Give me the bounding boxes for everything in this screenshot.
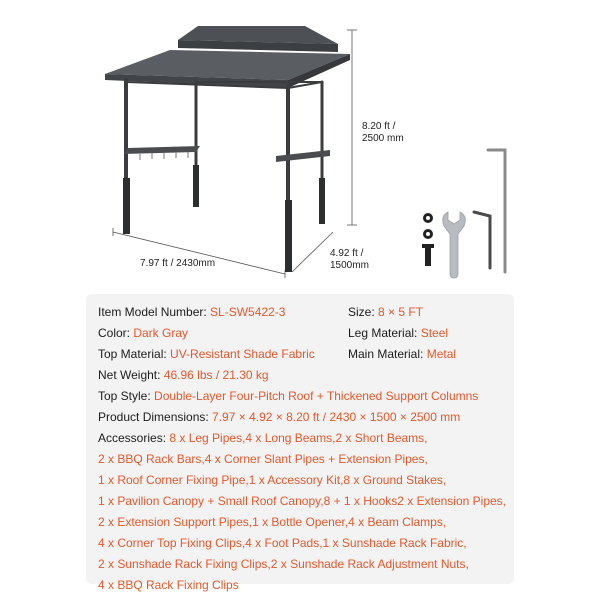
gazebo-illustration bbox=[0, 0, 600, 290]
top-style-row bbox=[98, 389, 478, 403]
top-material-row bbox=[98, 347, 315, 361]
height-mm: 2500 mm bbox=[362, 133, 404, 144]
accessories-line: 1 x Pavilion Canopy + Small Roof Canopy,8 + 1 x Hooks2 x Extension Pipes, bbox=[98, 494, 506, 508]
width-dimension-label: 7.97 ft / 2430mm bbox=[140, 258, 216, 269]
accessories-line: 1 x Roof Corner Fixing Pipe,1 x Accessory Kit,8 x Ground Stakes, bbox=[98, 473, 447, 487]
color-value: Dark Gray bbox=[133, 326, 189, 340]
item-model-value: SL-SW5422-3 bbox=[210, 305, 286, 319]
leg-material-row bbox=[348, 326, 448, 340]
accessories-line: 2 x Extension Support Pipes,1 x Bottle Opener,4 x Beam Clamps, bbox=[98, 515, 447, 529]
height-dimension-label bbox=[362, 121, 404, 145]
size-row bbox=[348, 305, 423, 319]
allen-key-short-icon bbox=[474, 212, 490, 268]
product-dimensions-row bbox=[98, 410, 460, 424]
color-label: Color: bbox=[98, 326, 134, 340]
net-weight-label: Net Weight: bbox=[98, 368, 164, 382]
net-weight-value: 46.96 lbs / 21.30 kg bbox=[163, 368, 269, 382]
accessories-line: 2 x BBQ Rack Bars,4 x Corner Slant Pipes + Extension Pipes, bbox=[98, 452, 428, 466]
size-label: Size: bbox=[348, 305, 379, 319]
size-value: 8 × 5 FT bbox=[378, 305, 424, 319]
accessories-line: 4 x Corner Top Fixing Clips,4 x Foot Pads,1 x Sunshade Rack Fabric, bbox=[98, 536, 467, 550]
leg-material-label: Leg Material: bbox=[348, 326, 421, 340]
depth-dimension-label bbox=[330, 248, 369, 272]
shelf-left bbox=[124, 146, 200, 154]
accessories-line: 2 x Sunshade Rack Fixing Clips,2 x Sunshade Rack Adjustment Nuts, bbox=[98, 557, 469, 571]
leg-feet bbox=[123, 165, 325, 272]
product-dimensions-value: 7.97 × 4.92 × 8.20 ft / 2430 × 1500 × 2500 mm bbox=[212, 410, 461, 424]
tools bbox=[422, 150, 505, 278]
height-ft: 8.20 ft / bbox=[362, 121, 396, 132]
top-material-label: Top Material: bbox=[98, 347, 171, 361]
top-style-value: Double-Layer Four-Pitch Roof + Thickened Support Columns bbox=[154, 389, 479, 403]
product-dimensions-label: Product Dimensions: bbox=[98, 410, 213, 424]
main-material-value: Metal bbox=[426, 347, 457, 361]
bolt-icon bbox=[425, 246, 431, 266]
leg-material-value: Steel bbox=[420, 326, 449, 340]
accessories-row bbox=[98, 431, 428, 445]
canopy bbox=[105, 26, 350, 88]
main-material-label: Main Material: bbox=[348, 347, 427, 361]
item-model-label: Item Model Number: bbox=[98, 305, 211, 319]
spec-card bbox=[86, 294, 514, 592]
color-row bbox=[98, 326, 188, 340]
depth-ft: 4.92 ft / bbox=[330, 248, 364, 259]
wrench-icon bbox=[443, 212, 466, 278]
frame bbox=[126, 80, 322, 270]
item-model-row bbox=[98, 305, 285, 319]
bbq-shelves bbox=[124, 146, 330, 162]
top-style-label: Top Style: bbox=[98, 389, 155, 403]
net-weight-row bbox=[98, 368, 269, 382]
top-material-value: UV-Resistant Shade Fabric bbox=[170, 347, 315, 361]
main-material-row bbox=[348, 347, 456, 361]
accessories-label: Accessories: bbox=[98, 431, 170, 445]
depth-mm: 1500mm bbox=[330, 260, 369, 271]
accessories-line: 4 x BBQ Rack Fixing Clips bbox=[98, 578, 239, 592]
accessories-line: 8 x Leg Pipes,4 x Long Beams,2 x Short Beams, bbox=[169, 431, 428, 445]
